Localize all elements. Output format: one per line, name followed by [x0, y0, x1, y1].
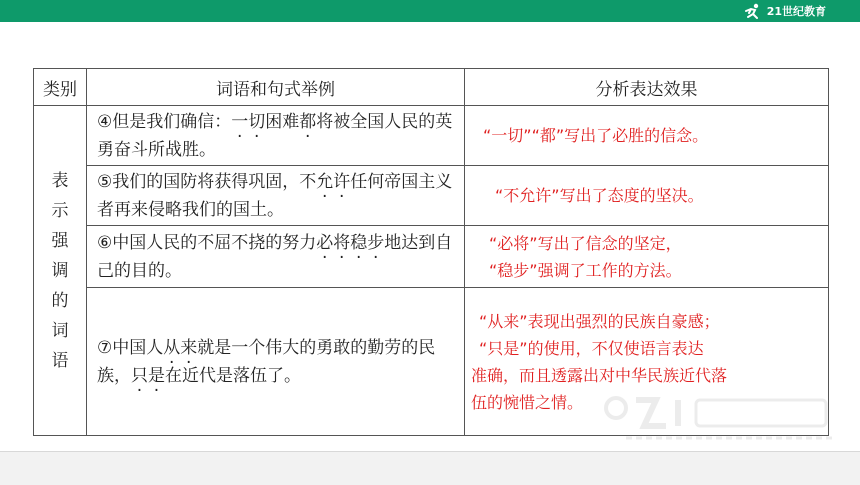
brand-logo: [743, 2, 826, 20]
example-cell: ⑦中国人从来就是一个伟大的勇敢的勤劳的民族，只是在近代是落伍了。: [87, 288, 465, 436]
header-bar: [0, 0, 860, 22]
runner-icon: [743, 3, 763, 19]
analysis-cell: “从来”表现出强烈的民族自豪感； “只是”的使用，不仅使语言表达 准确，而且透露出对中华民族近代落 伍的惋惜之情。: [465, 288, 829, 436]
table-row: [34, 166, 829, 226]
analysis-cell: “不允许”写出了态度的坚决。: [465, 166, 829, 226]
category-cell: [34, 106, 87, 436]
table-header-row: [34, 69, 829, 106]
analysis-cell: “一切”“都”写出了必胜的信念。: [465, 106, 829, 166]
analysis-table: [33, 68, 829, 436]
table-row: [34, 106, 829, 166]
category-label: 表示强调的词语: [51, 170, 69, 371]
brand-logo-text: 21世纪教育: [766, 5, 826, 18]
analysis-cell: “必将”写出了信念的坚定， “稳步”强调了工作的方法。: [465, 226, 829, 288]
header-examples: 词语和句式举例: [87, 69, 465, 106]
header-category: 类别: [34, 69, 87, 106]
footer-bar: [0, 451, 860, 485]
header-analysis: 分析表达效果: [465, 69, 829, 106]
table-row: [34, 226, 829, 288]
watermark-logo: [596, 386, 846, 446]
example-cell: ⑤我们的国防将获得巩固，不允许任何帝国主义者再来侵略我们的国土。: [87, 166, 465, 226]
example-cell: ⑥中国人民的不屈不挠的努力必将稳步地达到自己的目的。: [87, 226, 465, 288]
example-cell: ④但是我们确信：一切困难都将被全国人民的英勇奋斗所战胜。: [87, 106, 465, 166]
